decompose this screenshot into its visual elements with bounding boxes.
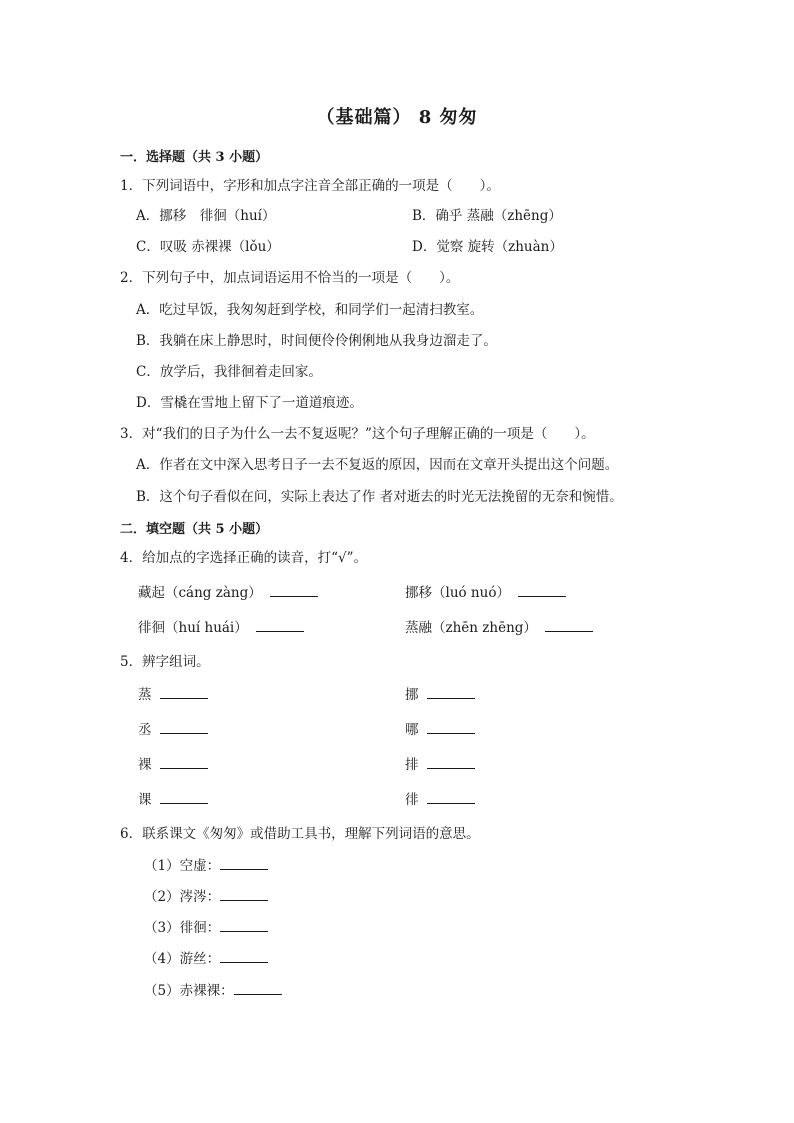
character-label: 课 [138, 792, 152, 808]
question-6-item [144, 887, 268, 907]
answer-blank[interactable] [160, 720, 208, 734]
answer-blank[interactable] [220, 949, 268, 963]
term-label: （4）游丝： [144, 951, 221, 967]
answer-blank[interactable] [220, 856, 268, 870]
character-label: 挪 [405, 687, 419, 703]
question-2-option-d: D．雪橇在雪地上留下了一道道痕迹。 [136, 395, 363, 411]
question-6-item [144, 981, 282, 1001]
character-label: 裸 [138, 757, 152, 773]
answer-blank[interactable] [545, 618, 593, 632]
pinyin-choice-label: 徘徊（huí huái） [138, 620, 248, 636]
question-2-option-a: A．吃过早饭，我匆匆赶到学校，和同学们一起清扫教室。 [136, 302, 484, 318]
character-label: 丞 [138, 722, 152, 738]
answer-blank[interactable] [427, 685, 475, 699]
question-1-option-b: B．确乎 蒸融（zhēng） [412, 208, 562, 224]
question-1-option-a: A．挪移 徘徊（huí） [136, 208, 276, 224]
character-label: 哪 [405, 722, 419, 738]
section-heading-choice: 一．选择题（共 3 小题） [120, 150, 269, 165]
question-5-stem: 5．辨字组词。 [120, 654, 210, 670]
question-5-item [405, 755, 475, 775]
question-6-item [144, 918, 268, 938]
question-3-option-a: A．作者在文中深入思考日子一去不复返的原因，因而在文章开头提出这个问题。 [136, 457, 619, 473]
question-5-item [138, 685, 208, 705]
question-3-stem: 3．对“我们的日子为什么一去不复返呢？”这个句子理解正确的一项是（ ）。 [120, 426, 595, 442]
answer-blank[interactable] [256, 618, 304, 632]
answer-blank[interactable] [220, 887, 268, 901]
question-6-item [144, 856, 268, 876]
pinyin-choice-label: 蒸融（zhēn zhēng） [405, 620, 537, 636]
question-1-option-d: D．觉察 旋转（zhuàn） [412, 239, 563, 255]
answer-blank[interactable] [427, 790, 475, 804]
question-2-option-b: B．我躺在床上静思时，时间便伶伶俐俐地从我身边溜走了。 [136, 333, 497, 349]
question-5-item [405, 790, 475, 810]
answer-blank[interactable] [160, 755, 208, 769]
question-5-item [138, 720, 208, 740]
answer-blank[interactable] [220, 918, 268, 932]
section-heading-fill: 二．填空题（共 5 小题） [120, 522, 269, 537]
term-label: （3）徘徊： [144, 920, 221, 936]
term-label: （5）赤裸裸： [144, 983, 234, 999]
question-1-stem: 1．下列词语中，字形和加点字注音全部正确的一项是（ ）。 [120, 178, 500, 194]
question-5-item [138, 790, 208, 810]
question-5-item [405, 685, 475, 705]
question-4-item [405, 618, 593, 638]
pinyin-choice-label: 藏起（cáng zàng） [138, 585, 262, 601]
answer-blank[interactable] [234, 981, 282, 995]
question-4-item [138, 583, 318, 603]
answer-blank[interactable] [160, 790, 208, 804]
pinyin-choice-label: 挪移（luó nuó） [405, 585, 510, 601]
question-2-option-c: C．放学后，我徘徊着走回家。 [136, 364, 322, 380]
question-6-item [144, 949, 268, 969]
character-label: 徘 [405, 792, 419, 808]
term-label: （1）空虚： [144, 858, 221, 874]
question-6-stem: 6．联系课文《匆匆》或借助工具书，理解下列词语的意思。 [120, 826, 480, 842]
answer-blank[interactable] [160, 685, 208, 699]
question-5-item [405, 720, 475, 740]
page-title: （基础篇） 8 匆匆 [316, 107, 478, 128]
answer-blank[interactable] [427, 755, 475, 769]
question-4-item [138, 618, 304, 638]
question-4-stem: 4．给加点的字选择正确的读音，打“√”。 [120, 550, 367, 566]
question-3-option-b: B．这个句子看似在问，实际上表达了作 者对逝去的时光无法挽留的无奈和惋惜。 [136, 489, 623, 505]
answer-blank[interactable] [427, 720, 475, 734]
answer-blank[interactable] [270, 583, 318, 597]
question-5-item [138, 755, 208, 775]
character-label: 蒸 [138, 687, 152, 703]
question-4-item [405, 583, 566, 603]
character-label: 排 [405, 757, 419, 773]
question-2-stem: 2．下列句子中，加点词语运用不恰当的一项是（ ）。 [120, 270, 460, 286]
answer-blank[interactable] [518, 583, 566, 597]
question-1-option-c: C．叹吸 赤裸裸（lǒu） [136, 239, 280, 255]
term-label: （2）涔涔： [144, 889, 221, 905]
